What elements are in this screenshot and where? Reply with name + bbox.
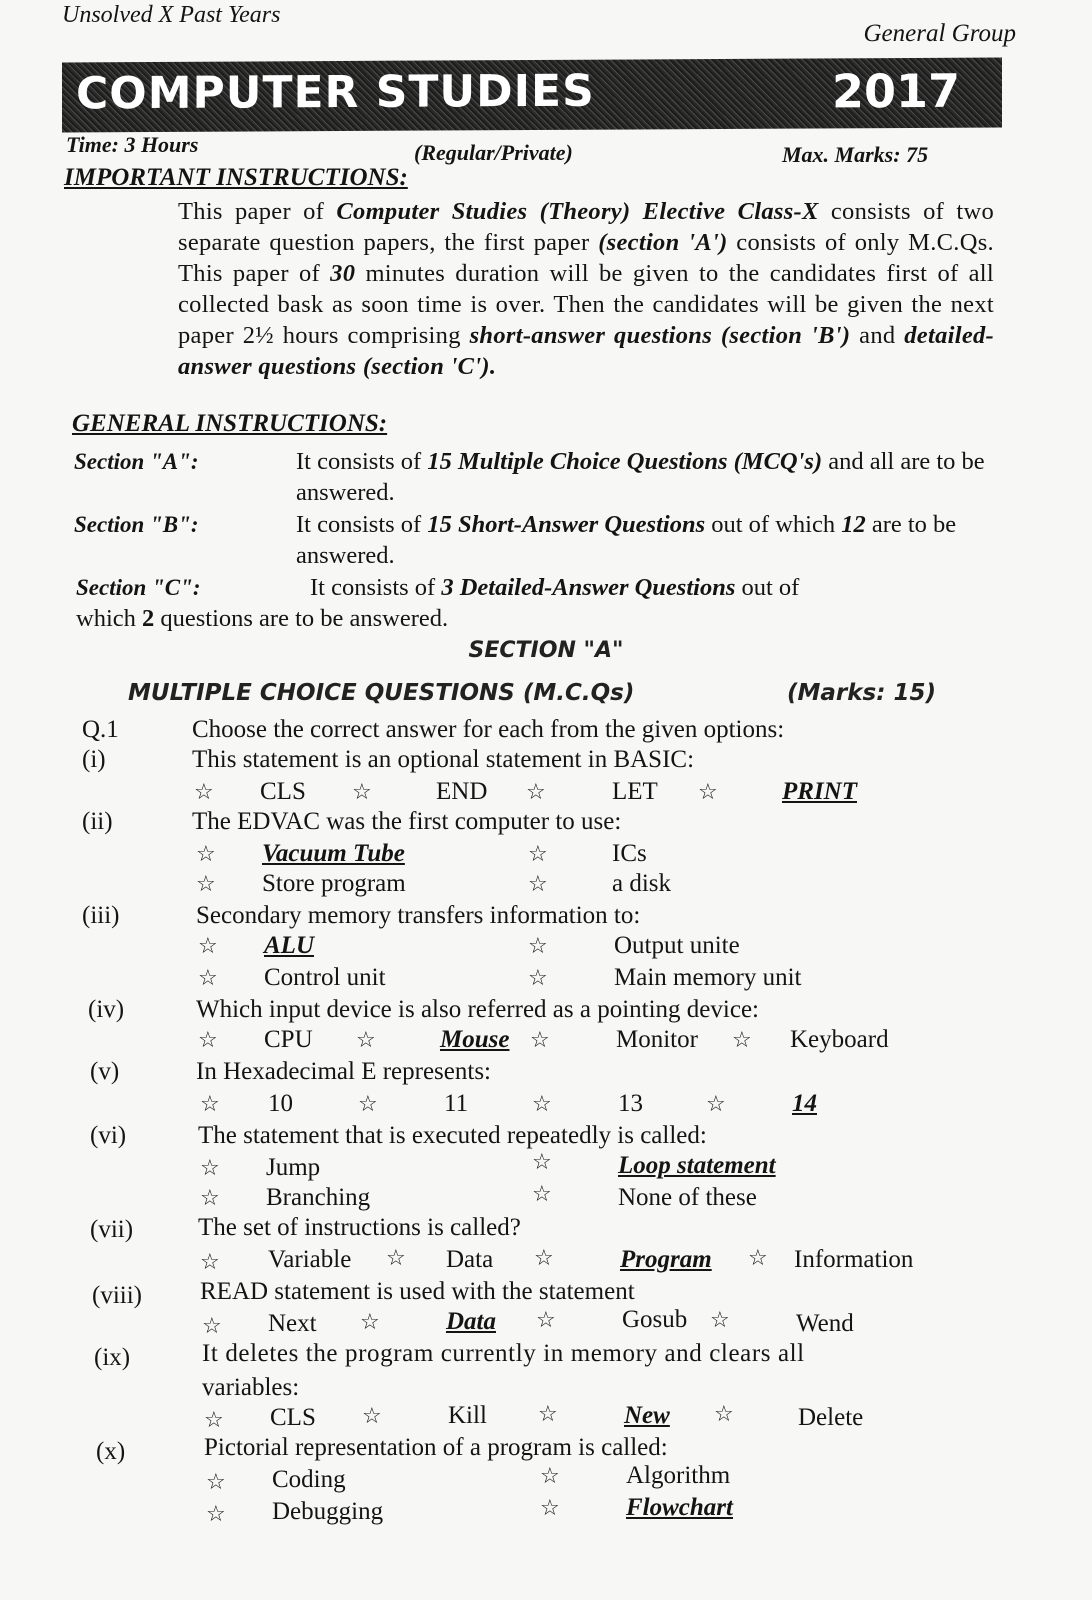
mcq-question: READ statement is used with the statement — [200, 1278, 635, 1305]
paper-year: 2017 — [831, 63, 960, 119]
mcq-option: Control unit — [264, 964, 386, 991]
mcq-question: Pictorial representation of a program is called: — [204, 1434, 668, 1461]
mcq-option: 10 — [268, 1090, 293, 1117]
mcq-option: Algorithm — [626, 1462, 731, 1489]
mcq-option-answer: Vacuum Tube — [262, 840, 405, 867]
text: It consists of — [296, 448, 428, 475]
star-icon: ☆ — [358, 1092, 378, 1117]
star-icon: ☆ — [710, 1308, 730, 1333]
text-bold: 15 Multiple Choice Questions (MCQ's) — [427, 448, 823, 475]
mcq-option-answer: PRINT — [782, 778, 857, 805]
star-icon: ☆ — [200, 1186, 220, 1211]
star-icon: ☆ — [200, 1250, 220, 1275]
mcq-option-answer: Mouse — [440, 1026, 510, 1053]
star-icon: ☆ — [194, 780, 214, 805]
general-heading: GENERAL INSTRUCTIONS: — [72, 410, 388, 437]
mcq-marks: (Marks: 15) — [787, 680, 936, 706]
star-icon: ☆ — [206, 1502, 226, 1527]
important-paragraph — [178, 196, 994, 382]
text: It consists of — [296, 511, 428, 538]
mcq-heading: MULTIPLE CHOICE QUESTIONS (M.C.Qs) — [128, 680, 635, 706]
star-icon: ☆ — [360, 1310, 380, 1335]
text: out of which — [705, 511, 842, 538]
mcq-question: It deletes the program currently in memory and clears all — [202, 1340, 805, 1367]
star-icon: ☆ — [200, 1156, 220, 1181]
star-icon: ☆ — [528, 842, 548, 867]
star-icon: ☆ — [732, 1028, 752, 1053]
star-icon: ☆ — [206, 1470, 226, 1495]
text-bold: 15 Short-Answer Questions — [427, 511, 706, 538]
question-label: Q.1 — [82, 716, 119, 743]
star-icon: ☆ — [352, 780, 372, 805]
mcq-number: (v) — [90, 1058, 120, 1085]
section-label: Section "A": — [74, 449, 199, 474]
section-label: Section "C": — [76, 575, 201, 600]
section-label: Section "B": — [74, 512, 199, 537]
star-icon: ☆ — [540, 1464, 560, 1489]
mcq-option: Data — [446, 1246, 494, 1273]
text-bold: (section 'B') — [712, 322, 851, 349]
star-icon: ☆ — [532, 1092, 552, 1117]
mcq-option-answer: Flowchart — [626, 1494, 733, 1521]
star-icon: ☆ — [198, 1028, 218, 1053]
mcq-option: 13 — [618, 1090, 643, 1117]
star-icon: ☆ — [706, 1092, 726, 1117]
text: This paper of — [178, 198, 337, 225]
mcq-option: a disk — [612, 870, 672, 897]
section-text — [296, 446, 996, 508]
text: out of — [735, 574, 800, 601]
mcq-number: (i) — [82, 746, 106, 773]
mcq-option: 11 — [444, 1090, 469, 1117]
mcq-option-answer: Loop statement — [618, 1152, 776, 1179]
mcq-option: CLS — [270, 1404, 316, 1431]
star-icon: ☆ — [196, 842, 216, 867]
section-text — [310, 572, 1010, 603]
text: questions are to be answered. — [154, 605, 449, 632]
mcq-option: Kill — [448, 1402, 487, 1429]
max-marks: Max. Marks: 75 — [782, 142, 929, 167]
star-icon: ☆ — [356, 1028, 376, 1053]
mcq-option-answer: 14 — [792, 1090, 817, 1117]
mcq-option: Keyboard — [790, 1026, 889, 1053]
star-icon: ☆ — [362, 1404, 382, 1429]
mcq-option: Delete — [798, 1404, 864, 1431]
mcq-option: Variable — [268, 1246, 352, 1273]
mcq-option: Output unite — [614, 932, 740, 959]
mcq-number: (vii) — [90, 1216, 134, 1243]
mcq-option: END — [436, 778, 488, 805]
exam-type: (Regular/Private) — [414, 140, 573, 165]
title-banner — [62, 58, 1002, 133]
mcq-question: In Hexadecimal E represents: — [196, 1058, 492, 1085]
group-label: General Group — [863, 20, 1016, 47]
text: and all are to be answered. — [296, 448, 985, 506]
star-icon: ☆ — [196, 872, 216, 897]
star-icon: ☆ — [528, 966, 548, 991]
mcq-option-answer: Program — [620, 1246, 712, 1273]
star-icon: ☆ — [534, 1246, 554, 1271]
star-icon: ☆ — [198, 934, 218, 959]
star-icon: ☆ — [530, 1028, 550, 1053]
text-bold: 12 — [841, 511, 866, 538]
star-icon: ☆ — [714, 1402, 734, 1427]
mcq-question-cont: variables: — [202, 1374, 300, 1401]
question-instruction: Choose the correct answer for each from the given options: — [192, 716, 785, 743]
star-icon: ☆ — [528, 934, 548, 959]
mcq-question: Which input device is also referred as a pointing device: — [196, 996, 759, 1023]
mcq-number: (iv) — [88, 996, 125, 1023]
section-a-title: SECTION "A" — [468, 638, 624, 663]
mcq-number: (viii) — [92, 1282, 142, 1309]
time-allowed: Time: 3 Hours — [66, 132, 199, 157]
text-bold: 2 — [142, 605, 155, 632]
mcq-question: The set of instructions is called? — [198, 1214, 521, 1241]
mcq-question: The statement that is executed repeatedly is called: — [198, 1122, 707, 1149]
mcq-number: (ii) — [82, 808, 113, 835]
paper-title: COMPUTER STUDIES — [76, 65, 595, 120]
section-text — [296, 509, 996, 571]
mcq-option-answer: Data — [446, 1308, 496, 1335]
mcq-number: (x) — [96, 1438, 126, 1465]
star-icon: ☆ — [528, 872, 548, 897]
star-icon: ☆ — [540, 1496, 560, 1521]
star-icon: ☆ — [202, 1314, 222, 1339]
mcq-option-answer: ALU — [264, 932, 314, 959]
mcq-option: Monitor — [616, 1026, 698, 1053]
text-bold: detailed-answer questions (section 'C'). — [178, 322, 995, 380]
mcq-option: Main memory unit — [614, 964, 802, 991]
text-bold: (section 'A') — [598, 229, 728, 256]
mcq-number: (vi) — [90, 1122, 127, 1149]
star-icon: ☆ — [526, 780, 546, 805]
mcq-number: (ix) — [94, 1344, 131, 1371]
mcq-option: Coding — [272, 1466, 346, 1493]
star-icon: ☆ — [748, 1246, 768, 1271]
mcq-option-answer: New — [624, 1402, 670, 1429]
star-icon: ☆ — [538, 1402, 558, 1427]
mcq-option: Debugging — [272, 1498, 384, 1525]
text-bold: short-answer questions — [469, 322, 713, 349]
star-icon: ☆ — [532, 1182, 552, 1207]
star-icon: ☆ — [200, 1092, 220, 1117]
section-text-line2 — [76, 603, 448, 634]
mcq-question: The EDVAC was the first computer to use: — [192, 808, 622, 835]
mcq-option: ICs — [612, 840, 647, 867]
mcq-option: Gosub — [622, 1306, 688, 1333]
star-icon: ☆ — [532, 1150, 552, 1175]
text-bold: 30 — [330, 260, 356, 287]
text: minutes duration will be given to the candidates first of all collected bask as soon time is over. Then the candidates will be given the next paper 2½ hours comprising — [178, 260, 994, 349]
text-bold: 3 Detailed-Answer Questions — [441, 574, 736, 601]
mcq-question: This statement is an optional statement in BASIC: — [192, 746, 695, 773]
text: consists of only M.C.Qs. This paper of — [178, 229, 994, 287]
mcq-option: Wend — [796, 1310, 854, 1337]
text: consists of two separate question papers, the first paper — [178, 198, 994, 256]
mcq-option: Jump — [266, 1154, 321, 1181]
mcq-option: Store program — [262, 870, 406, 897]
important-heading: IMPORTANT INSTRUCTIONS: — [64, 164, 408, 191]
star-icon: ☆ — [386, 1246, 406, 1271]
mcq-option: CLS — [260, 778, 306, 805]
star-icon: ☆ — [198, 966, 218, 991]
mcq-question: Secondary memory transfers information to: — [196, 902, 641, 929]
star-icon: ☆ — [204, 1408, 224, 1433]
mcq-number: (iii) — [82, 902, 120, 929]
mcq-option: Information — [794, 1246, 914, 1273]
star-icon: ☆ — [536, 1308, 556, 1333]
mcq-option: CPU — [264, 1026, 313, 1053]
text: are to be answered. — [296, 511, 957, 569]
text: and — [850, 322, 905, 349]
series-label: Unsolved X Past Years — [62, 2, 281, 28]
text-bold: Computer Studies (Theory) Elective Class-X — [336, 198, 819, 225]
mcq-option: LET — [612, 778, 658, 805]
text: which — [76, 605, 142, 632]
mcq-option: Next — [268, 1310, 317, 1337]
star-icon: ☆ — [698, 780, 718, 805]
text: It consists of — [310, 574, 442, 601]
mcq-option: None of these — [618, 1184, 757, 1211]
mcq-option: Branching — [266, 1184, 371, 1211]
